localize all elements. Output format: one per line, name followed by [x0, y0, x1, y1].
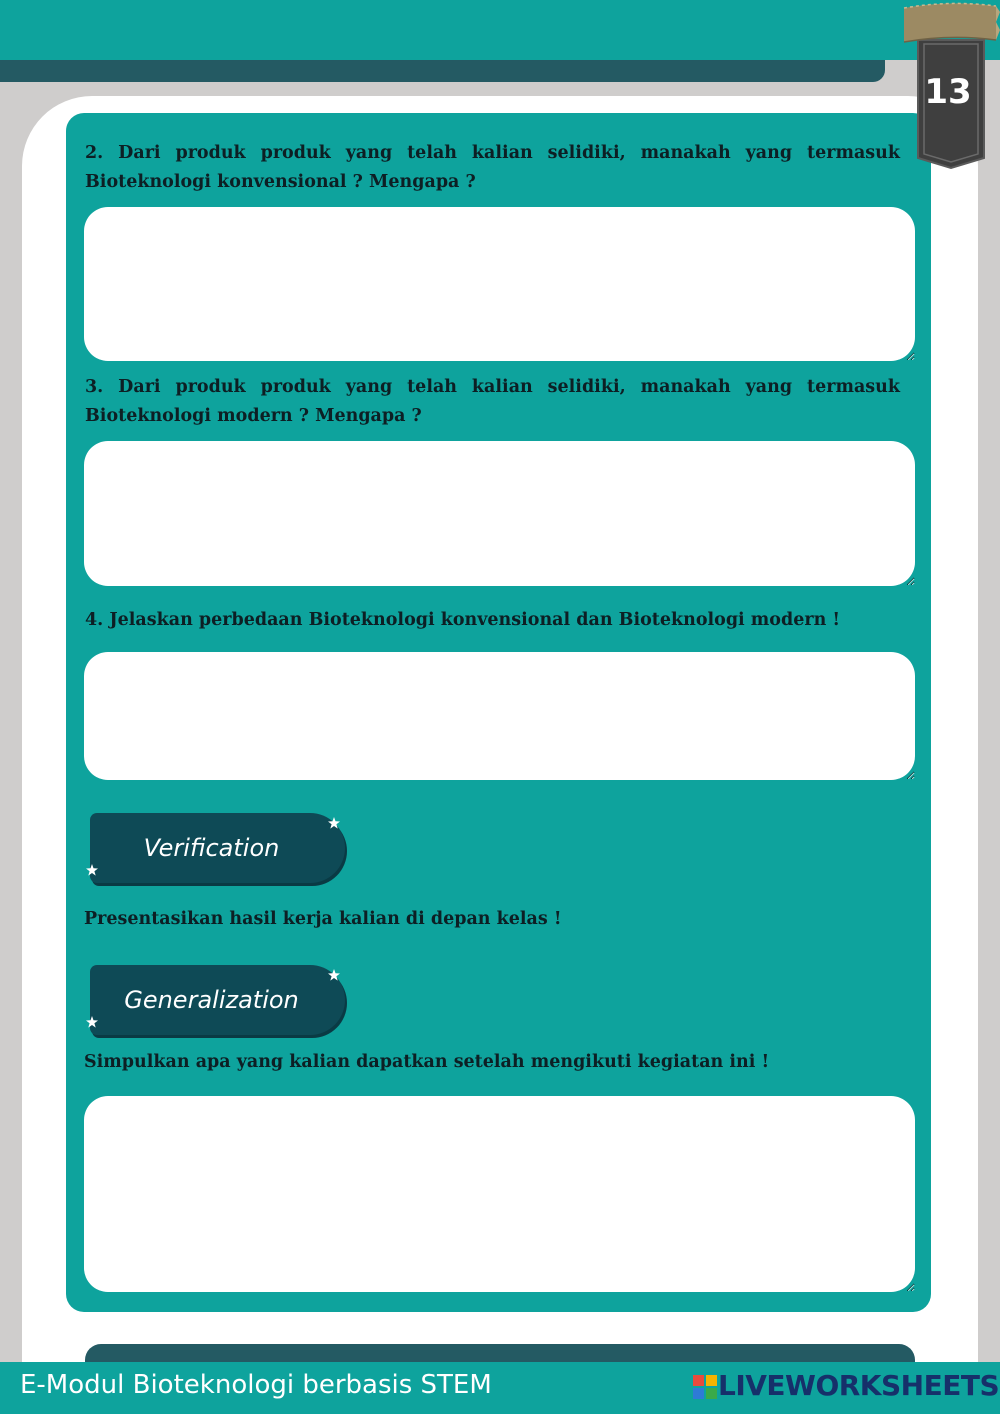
footer: [0, 1362, 1000, 1414]
answer-box-question-4[interactable]: [84, 652, 915, 780]
liveworksheets-logo-icon: [693, 1375, 717, 1399]
header-band: [0, 0, 1000, 62]
question-4-text: 4. Jelaskan perbedaan Bioteknologi konvensional dan Bioteknologi modern !: [85, 610, 841, 630]
answer-box-generalization[interactable]: [84, 1096, 915, 1292]
answer-box-question-3[interactable]: [84, 441, 915, 586]
star-icon: [328, 817, 340, 829]
verification-instruction: Presentasikan hasil kerja kalian di depan kelas !: [84, 909, 562, 929]
generalization-header: [90, 965, 345, 1035]
answer-box-question-2[interactable]: [84, 207, 915, 361]
page-number: 13: [924, 72, 972, 112]
liveworksheets-brand[interactable]: LIVEWORKSHEETS: [718, 1369, 1000, 1402]
generalization-instruction: Simpulkan apa yang kalian dapatkan setelah mengikuti kegiatan ini !: [84, 1052, 770, 1072]
question-3-text: 3. Dari produk produk yang telah kalian selidiki, manakah yang termasuk Bioteknologi modern ? Mengapa ?: [85, 377, 900, 426]
star-icon: [86, 864, 98, 876]
question-2-text: 2. Dari produk produk yang telah kalian selidiki, manakah yang termasuk Bioteknologi konvensional ? Mengapa ?: [85, 143, 900, 192]
generalization-label: Generalization: [124, 986, 299, 1014]
star-icon: [86, 1016, 98, 1028]
footer-title: E-Modul Bioteknologi berbasis STEM: [20, 1370, 492, 1400]
verification-label: Verification: [143, 834, 280, 862]
star-icon: [328, 969, 340, 981]
header-accent-bar: [0, 60, 885, 82]
verification-header: [90, 813, 345, 883]
